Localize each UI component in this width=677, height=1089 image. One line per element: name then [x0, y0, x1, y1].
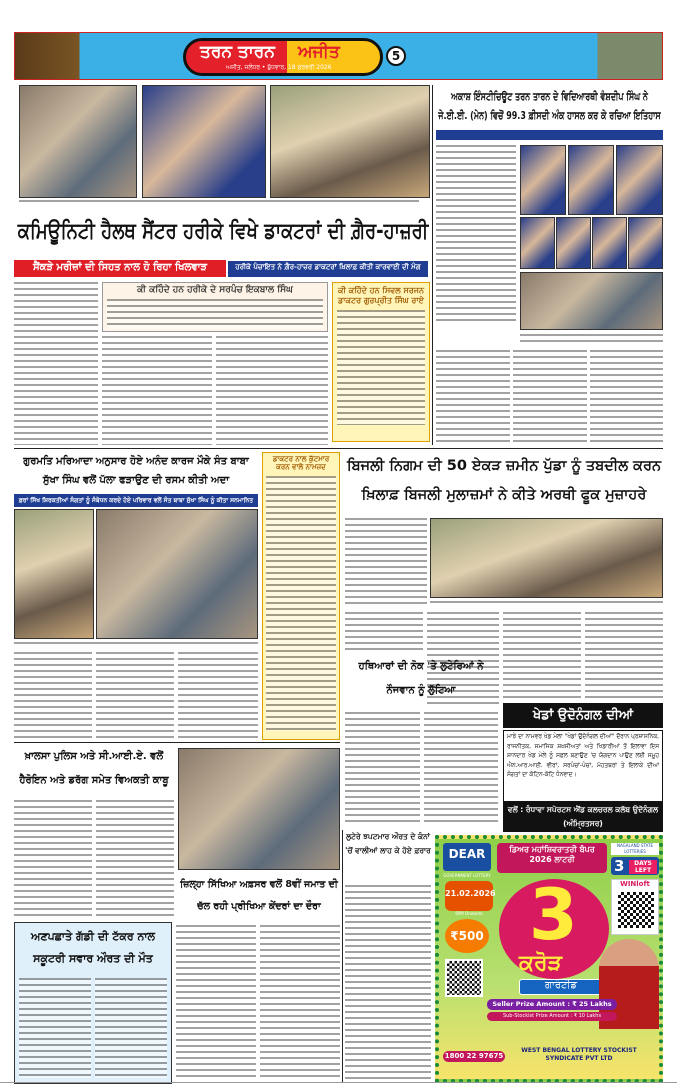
accident-headline: ਅਣਪਛਾਤੇ ਗੱਡੀ ਦੀ ਟੱਕਰ ਨਾਲ ਸਕੂਟਰੀ ਸਵਾਰ ਔਰਤ ਦੀ ਮੌਤ — [31, 930, 155, 965]
electricity-headline: ਬਿਜਲੀ ਨਿਗਮ ਦੀ 50 ਏਕੜ ਜ਼ਮੀਨ ਪੁੱਡਾ ਨੂੰ ਤਬਦੀਲ ਕਰਨ ਖ਼ਿਲਾਫ਼ ਬਿਜਲੀ ਮੁਲਾਜ਼ਮਾਂ ਨੇ ਕੀਤੇ ਅਰਥੀ ਫੂਕ ਮੁਜ਼ਾਹਰੇ — [346, 458, 662, 503]
nagaland-logo: NAGALAND STATE LOTTERIES — [611, 843, 659, 855]
lead-body-col3 — [216, 336, 328, 445]
academy-caption — [520, 334, 663, 344]
days-left-badge: 3 DAYS LEFT — [611, 857, 659, 875]
masthead-title-left: ਤਰਨ ਤਾਰਨ — [200, 42, 275, 62]
protest-photo — [430, 518, 663, 598]
student-photo — [520, 145, 566, 215]
civil-surgeon-title: ਕੀ ਕਹਿੰਦੇ ਹਨ ਸਿਵਲ ਸਰਜਨ ਡਾਕਟਰ ਗੁਰਪ੍ਰੀਤ ਸਿੰਘ ਰਾਏ — [338, 286, 424, 305]
lead-body-col2 — [102, 336, 212, 445]
masthead-date: ਅਜੀਤ, ਜਲੰਧਰ • ਬੁੱਧਵਾਰ, 18 ਫਰਵਰੀ 2026 — [226, 64, 332, 71]
photo-caption — [19, 200, 419, 205]
student-photo — [616, 145, 663, 215]
sports-title: ਖੇਡਾਂ ਉਦੋਨੰਗਲ ਦੀਆਂ — [503, 703, 663, 728]
lead-subhead-blue: ਹਰੀਕੇ ਪੰਚਾਇਤ ਨੇ ਗ਼ੈਰ-ਹਾਜ਼ਰ ਡਾਕਟਰਾਂ ਖ਼ਿਲਾਫ਼ ਕੀਤੀ ਕਾਰਵਾਈ ਦੀ ਮੰਗ — [228, 261, 428, 277]
robbery-headline: ਹਥਿਆਰਾਂ ਦੀ ਨੋਕ 'ਤੇ ਲੁਟੇਰਿਆਂ ਨੇ ਨੌਜਵਾਨ ਨੂੰ ਲੁੱਟਿਆ — [358, 661, 484, 696]
academy-headline: ਅਕਾਸ਼ ਇੰਸਟੀਚਿਊਟ ਤਰਨ ਤਾਰਨ ਦੇ ਵਿਦਿਆਰਥੀ ਵੰਸ਼ਦੀਪ ਸਿੰਘ ਨੇ ਜੇ.ਈ.ਈ. (ਮੇਨ) ਵਿਚੋਂ 99.3 ਫ਼ੀਸਦੀ ਅੰਕ ਹਾਸਲ ਕਰ ਕੇ ਰਚਿਆ ਇਤਿਹਾਸ — [438, 91, 661, 122]
student-photo — [520, 217, 555, 269]
education-headline: ਜ਼ਿਲ੍ਹਾ ਸਿੱਖਿਆ ਅਫ਼ਸਰ ਵਲੋਂ 8ਵੀਂ ਜਮਾਤ ਦੀ ਚੱਲ ਰਹੀ ਪ੍ਰੀਖਿਆ ਕੇਂਦਰਾਂ ਦਾ ਦੌਰਾ — [180, 879, 338, 912]
page-number: 5 — [386, 46, 406, 66]
prize-number: 3 — [529, 874, 578, 956]
prize-word: ਕਰੋੜ — [519, 951, 563, 976]
lottery-advertisement — [435, 835, 663, 1083]
lead-body — [14, 282, 98, 445]
yellow-news-box — [262, 452, 340, 740]
photo-hospital-3 — [270, 85, 430, 198]
student-photo — [568, 145, 614, 215]
sports-notice-text: ਮਾਝੇ ਦਾ ਨਾਮਵਰ ਖੇਡ ਮੇਲਾ "ਖੇਡਾਂ ਉਦੋਨੰਗਲ ਦੀਆਂ" ਦੌਰਾਨ ਪ੍ਰਸ਼ਾਸਨਿਕ, ਰਾਜਨੀਤਕ, ਸਮਾਜਿਕ ਸ਼ਖ਼ਸੀਅਤਾਂ ਅਤੇ ਖਿਡਾਰੀਆਂ ਤੋਂ ਇਲਾਵਾ ਇਸ ਸ਼ਾਨਦਾਰ ਖੇਡ ਮੇਲੇ ਨੂੰ ਸਫ਼ਲ ਬਣਾਉਣ 'ਚ ਯੋਗਦਾਨ ਪਾਉਣ ਲਈ ਸਮੂਹ ਐਨ.ਆਰ.ਆਈ. ਵੀਰਾਂ, ਸਰਪੰਚਾਂ-ਪੰਚਾਂ, ਮੋਹਤਬਰਾਂ ਤੇ ਇਲਾਕੇ ਦੀਆਂ ਸੰਗਤਾਂ ਦਾ ਕੋਟਿਨ-ਕੋਟਿ ਧੰਨਵਾਦ। — [503, 730, 663, 802]
wedding-caption — [14, 642, 258, 648]
seller-prize: Seller Prize Amount : ₹ 25 Lakhs — [487, 999, 617, 1010]
masthead-logo — [183, 38, 383, 76]
police-photo — [178, 748, 340, 870]
qr-code-icon — [445, 959, 483, 997]
photo-hospital-2 — [142, 85, 266, 198]
student-photo — [556, 217, 591, 269]
student-photo — [592, 217, 627, 269]
sports-notice-from: ਵਲੋਂ : ਰੰਧਾਵਾ ਸਪੋਰਟਸ ਐਂਡ ਕਲਚਰਲ ਕਲੱਬ ਉਦੋਨੰਗਲ (ਅੰਮ੍ਰਿਤਸਰ) — [503, 802, 663, 832]
phone-number: 1800 22 97675 — [444, 1052, 504, 1060]
accident-box — [14, 922, 172, 1084]
lead-subhead-red: ਸੈਂਕੜੇ ਮਰੀਜ਼ਾਂ ਦੀ ਸਿਹਤ ਨਾਲ ਹੋ ਰਿਹਾ ਖਿਲਵਾੜ — [14, 260, 226, 277]
wedding-photo-1 — [14, 509, 94, 639]
snatch-headline: ਲੁਟੇਰੇ ਝਪਟਮਾਰ ਔਰਤ ਦੇ ਕੰਨਾਂ 'ਚੋਂ ਵਾਲੀਆਂ ਲਾਹ ਕੇ ਹੋਏ ਫ਼ਰਾਰ — [345, 832, 431, 855]
stockist-name: WEST BENGAL LOTTERY STOCKIST SYNDICATE PVT LTD — [521, 1047, 637, 1062]
police-headline: ਖ਼ਾਲਸਾ ਪੁਲਿਸ ਅਤੇ ਸੀ.ਆਈ.ਏ. ਵਲੋਂ ਹੈਰੋਇਨ ਅਤੇ ਡਰੱਗ ਸਮੇਤ ਵਿਅਕਤੀ ਕਾਬੂ — [19, 751, 169, 786]
yellow-box-title: ਡਾਕਟਰ ਨਾਲ ਕੁੱਟਮਾਰ ਕਰਨ ਵਾਲੇ ਨਾਮਜ਼ਦ — [272, 455, 330, 472]
masthead-title-right: ਅਜੀਤ — [298, 42, 340, 62]
dear-logo: DEAR GOVERNMENT LOTTERY — [443, 843, 491, 871]
academy-group-photo — [520, 272, 663, 330]
winloft-qr: WINloft — [611, 879, 659, 935]
wedding-subhead: ਫ਼ਰਾਂ ਸਿੱਖ ਸ਼ਿਰਕਤੀਆਂ ਸੰਗਤਾਂ ਨੂੰ ਸੰਬੋਧਨ ਕਰਦੇ ਹੋਏ ਪਰਿਵਾਰ ਵਲੋਂ ਸੰਤ ਬਾਬਾ ਸੁੱਖਾ ਸਿੰਘ ਨੂੰ ਕੀਤਾ ਸਨਮਾਨਿਤ — [14, 494, 258, 507]
academy-body — [436, 145, 516, 325]
photo-hospital-1 — [19, 85, 137, 198]
wedding-headline: ਗੁਰਮਤਿ ਮਰਿਆਦਾ ਅਨੁਸਾਰ ਹੋਏ ਅਨੰਦ ਕਾਰਜ ਮੌਕੇ ਸੰਤ ਬਾਬਾ ਸੁੱਖਾ ਸਿੰਘ ਵਲੋਂ ਪੱਲਾ ਫੜਾਉਣ ਦੀ ਰਸਮ ਕੀਤੀ ਅਦਾ — [23, 456, 249, 486]
draw-date: 21.02.2026 6PM Onwards — [445, 881, 493, 911]
wedding-photo-2 — [96, 509, 258, 639]
academy-subhead — [436, 130, 663, 140]
guaranteed-label: ਗਾਰੰਟੀਡ — [519, 979, 603, 995]
substockist-prize: Sub-Stockist Prize Amount : ₹ 10 Lakhs — [487, 1012, 617, 1021]
sarpanch-quote-box — [102, 282, 328, 332]
protest-caption — [430, 601, 663, 607]
ad-title: ਡਿਅਰ ਮਹਾਂਸ਼ਿਵਰਾਤਰੀ ਬੰਪਰ 2026 ਲਾਟਰੀ — [497, 843, 607, 873]
lead-headline: ਕਮਿਊਨਿਟੀ ਹੈਲਥ ਸੈਂਟਰ ਹਰੀਕੇ ਵਿਖੇ ਡਾਕਟਰਾਂ ਦੀ ਗ਼ੈਰ-ਹਾਜ਼ਰੀ — [17, 219, 429, 244]
qr-code-icon — [618, 892, 654, 928]
civil-surgeon-box — [332, 282, 430, 442]
ticket-price: ₹500 — [445, 919, 489, 953]
student-photo — [628, 217, 663, 269]
sarpanch-quote-title: ਕੀ ਕਹਿੰਦੇ ਹਨ ਹਰੀਕੇ ਦੇ ਸਰਪੰਚ ਇਕਬਾਲ ਸਿੰਘ — [137, 285, 293, 295]
